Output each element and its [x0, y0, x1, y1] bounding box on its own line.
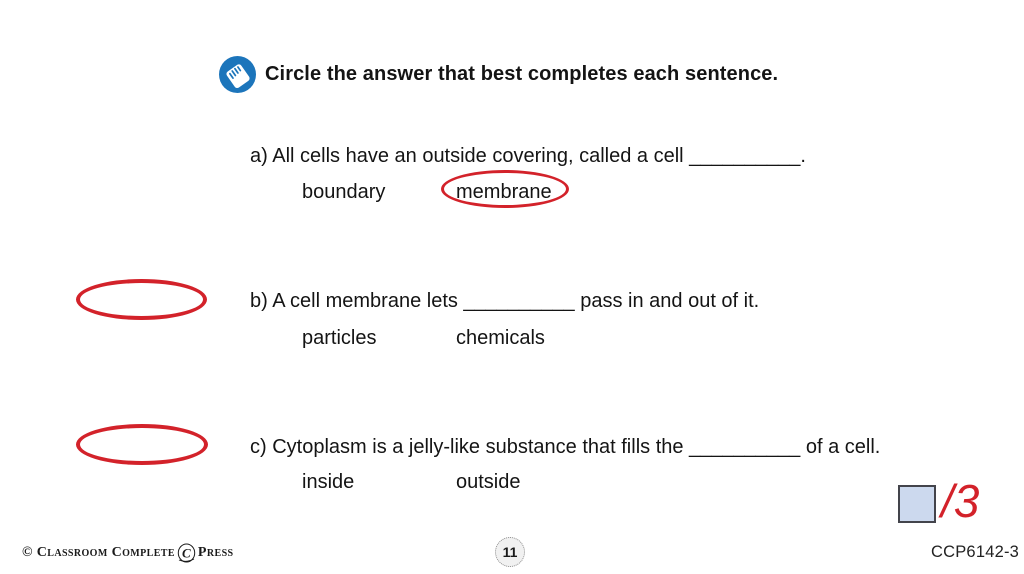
option-outside: outside [456, 471, 521, 493]
question-b-text: b) A cell membrane lets __________ pass in and out of it. [250, 290, 760, 312]
option-particles: particles [302, 327, 377, 349]
page-number: 11 [502, 544, 518, 560]
answer-circle-membrane [441, 170, 569, 208]
option-chemicals: chemicals [456, 327, 545, 349]
margin-circle-question-b [76, 279, 207, 320]
instruction-header [219, 56, 778, 93]
score-total-label: /3 [941, 475, 980, 527]
question-c-text: c) Cytoplasm is a jelly-like substance that fills the __________ of a cell. [250, 436, 881, 458]
question-a-text: a) All cells have an outside covering, called a cell __________. [250, 145, 806, 167]
option-boundary: boundary [302, 181, 386, 203]
svg-text:C: C [181, 545, 191, 561]
option-membrane: membrane [456, 181, 552, 203]
copyright-text-suffix: Press [197, 544, 234, 560]
page-number-badge [495, 537, 525, 567]
score-entry-box [898, 485, 936, 523]
copyright-text-prefix: © Classroom Complete [22, 544, 175, 560]
writing-hand-icon [219, 56, 256, 93]
publisher-logo-icon [176, 543, 197, 564]
margin-circle-question-c [76, 424, 208, 465]
product-code: CCP6142-3 [931, 543, 1020, 561]
publisher-copyright [22, 542, 234, 563]
option-inside: inside [302, 471, 355, 493]
instruction-text: Circle the answer that best completes each sentence. [265, 63, 779, 85]
